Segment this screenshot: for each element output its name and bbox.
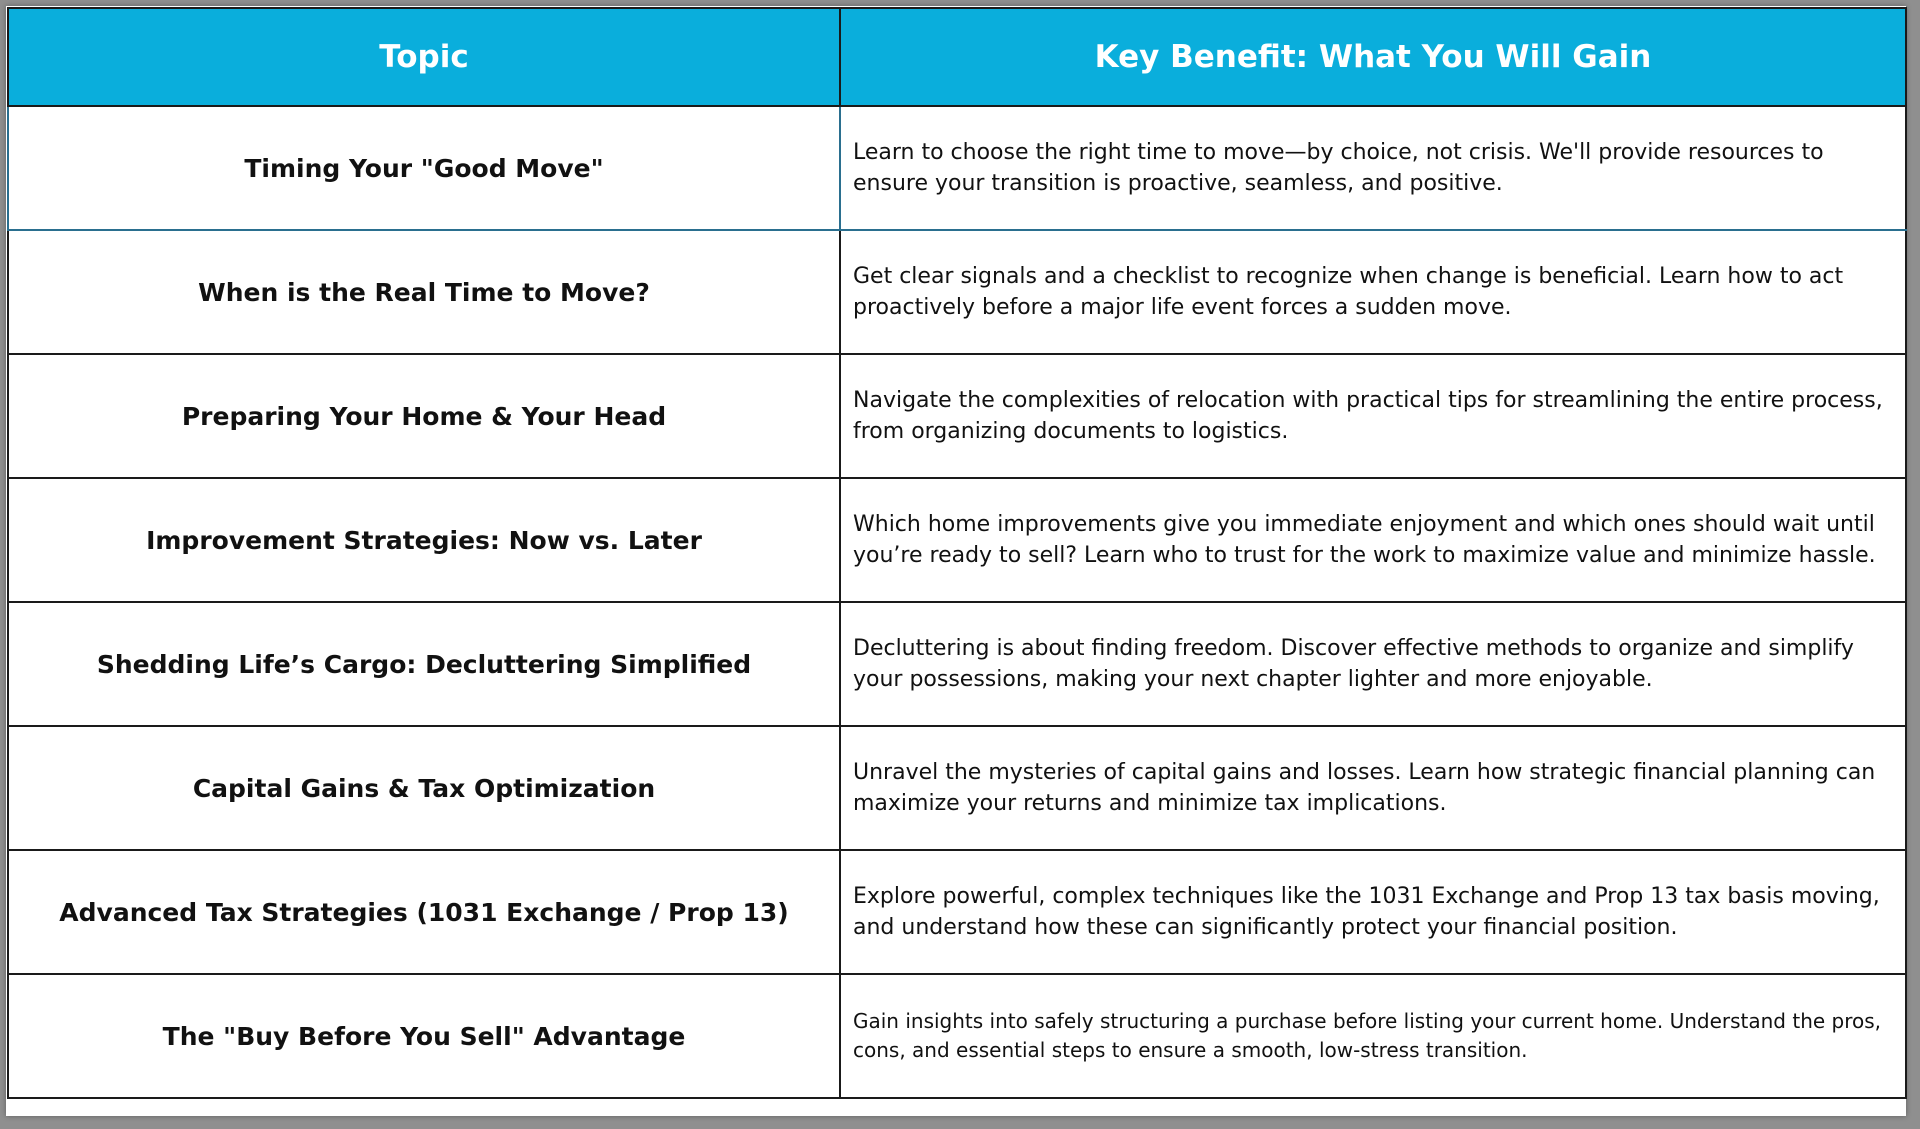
benefit-cell: Which home improvements give you immediate enjoyment and which ones should wait until you’re ready to sell? Learn who to trust for the work to maximize value and minimize hassle. [840,478,1906,602]
table-row [8,354,1906,478]
topic-cell: The "Buy Before You Sell" Advantage [8,974,840,1098]
topic-cell: Shedding Life’s Cargo: Decluttering Simplified [8,602,840,726]
topics-table [7,7,1907,1099]
benefit-cell: Gain insights into safely structuring a purchase before listing your current home. Understand the pros, cons, and essential steps to ensure a smooth, low-stress transition. [840,974,1906,1098]
benefit-cell: Learn to choose the right time to move—by choice, not crisis. We'll provide resources to ensure your transition is proactive, seamless, and positive. [840,106,1906,230]
benefit-cell: Decluttering is about finding freedom. Discover effective methods to organize and simplify your possessions, making your next chapter lighter and more enjoyable. [840,602,1906,726]
table-row [8,974,1906,1098]
table-row [8,602,1906,726]
table-row [8,850,1906,974]
topic-cell: Advanced Tax Strategies (1031 Exchange / Prop 13) [8,850,840,974]
table-row [8,726,1906,850]
table-row [8,478,1906,602]
topic-cell: Improvement Strategies: Now vs. Later [8,478,840,602]
topic-cell: Preparing Your Home & Your Head [8,354,840,478]
benefit-cell: Explore powerful, complex techniques like the 1031 Exchange and Prop 13 tax basis moving, and understand how these can significantly protect your financial position. [840,850,1906,974]
topic-cell: Timing Your "Good Move" [8,106,840,230]
document-frame [6,6,1906,1116]
benefit-column-header: Key Benefit: What You Will Gain [840,8,1906,106]
topic-column-header: Topic [8,8,840,106]
topic-cell: When is the Real Time to Move? [8,230,840,354]
benefit-cell: Get clear signals and a checklist to recognize when change is beneficial. Learn how to act proactively before a major life event forces a sudden move. [840,230,1906,354]
table-row [8,230,1906,354]
table-header-row [8,8,1906,106]
benefit-cell: Navigate the complexities of relocation with practical tips for streamlining the entire process, from organizing documents to logistics. [840,354,1906,478]
table-row [8,106,1906,230]
topic-cell: Capital Gains & Tax Optimization [8,726,840,850]
benefit-cell: Unravel the mysteries of capital gains and losses. Learn how strategic financial planning can maximize your returns and minimize tax implications. [840,726,1906,850]
